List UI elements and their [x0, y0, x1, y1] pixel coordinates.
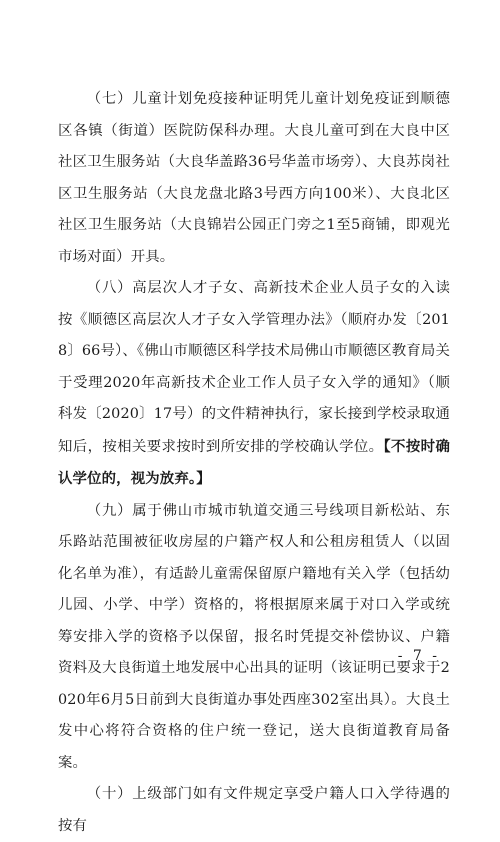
paragraph-10-text: （十）上级部门如有文件规定享受户籍人口入学待遇的按有: [58, 786, 450, 834]
paragraph-10: [58, 779, 450, 842]
paragraph-8: [58, 273, 450, 496]
paragraph-7-text: （七）儿童计划免疫接种证明凭儿童计划免疫证到顺德区各镇（街道）医院防保科办理。大良儿童可到在大良中区社区卫生服务站（大良华盖路36号华盖市场旁）、大良苏岗社区卫生服务站（大良龙盘北路3号西方向100米）、大良北区社区卫生服务站（大良锦岩公园正门旁之1至5商铺，即观光市场对面）开具。: [58, 91, 450, 265]
document-body: [58, 84, 450, 842]
paragraph-8-text: （八）高层次人才子女、高新技术企业人员子女的入读按《顺德区高层次人才子女入学管理办法》（顺府办发〔2018〕66号）、《佛山市顺德区科学技术局佛山市顺德区教育局关于受理2020年高新技术企业工作人员子女入学的通知》（顺科发〔2020〕17号）的文件精神执行，家长接到学校录取通知后，按相关要求按时到所安排的学校确认学位。: [58, 280, 450, 455]
paragraph-9-text: （九）属于佛山市城市轨道交通三号线项目新松站、东乐路站范围被征收房屋的户籍产权人和公租房租赁人（以固化名单为准），有适龄儿童需保留原户籍地有关入学（包括幼儿园、小学、中学）资格的，将根据原来属于对口入学或统筹安排入学的资格予以保留，报名时凭提交补偿协议、户籍资料及大良街道土地发展中心出具的证明（该证明已要求于2020年6月5日前到大良街道办事处西座302室出具）。大良土发中心将符合资格的住户统一登记，送大良街道教育局备案。: [58, 502, 450, 771]
paragraph-8-emphasis: 【不按时确认学位的，视为放弃。】: [58, 437, 450, 487]
page-number: - 7 -: [397, 648, 440, 664]
paragraph-7: [58, 84, 450, 273]
paragraph-9: [58, 496, 450, 780]
